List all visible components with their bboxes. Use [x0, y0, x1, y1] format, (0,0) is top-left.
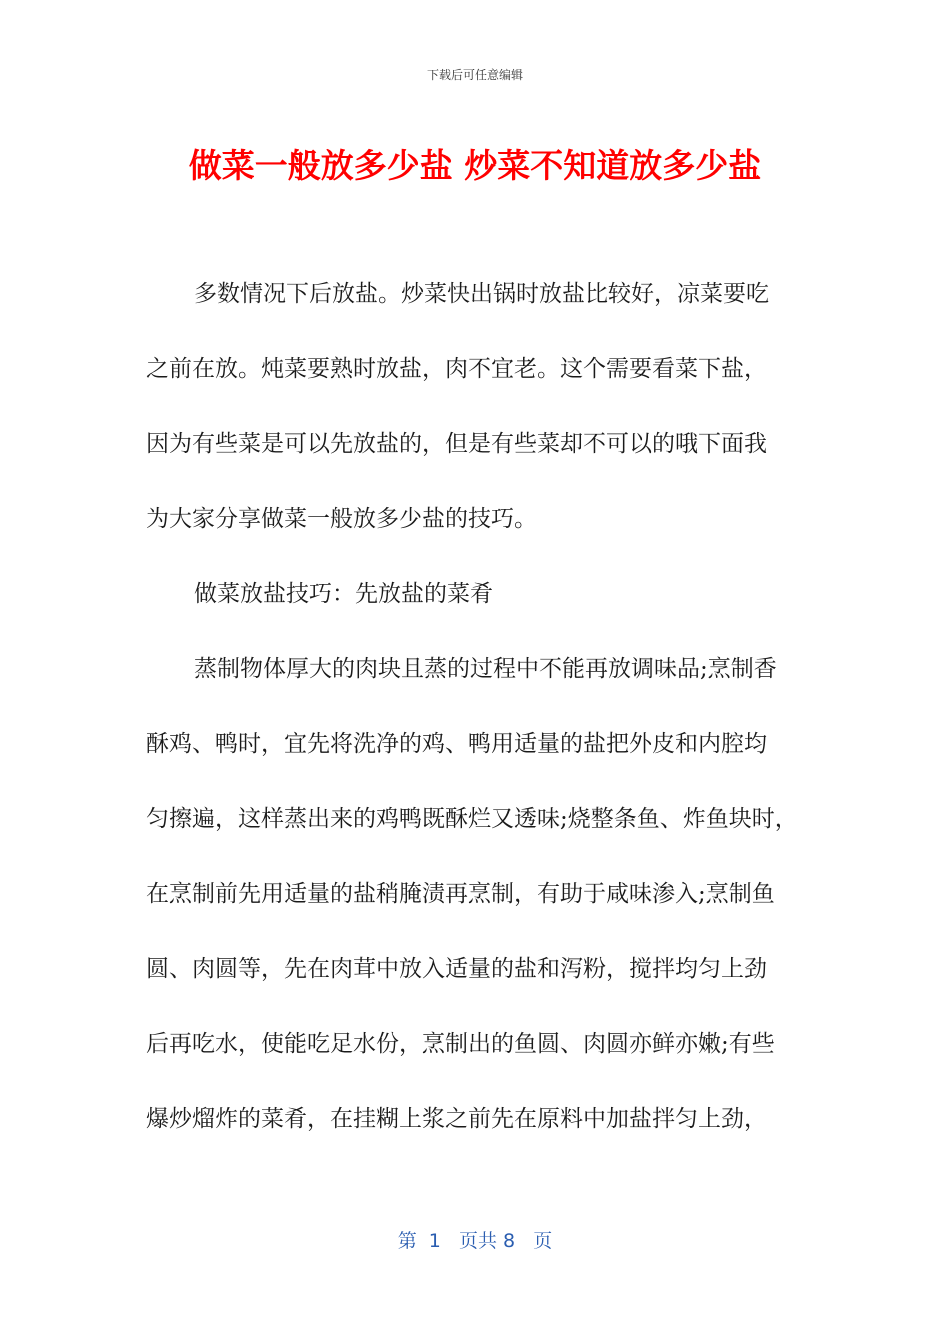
- page-title: 做菜一般放多少盐 炒菜不知道放多少盐: [188, 146, 762, 185]
- paragraph-line: 在烹制前先用适量的盐稍腌渍再烹制，有助于咸味渗入;烹制鱼: [146, 881, 775, 907]
- paragraph-line: 后再吃水，使能吃足水份，烹制出的鱼圆、肉圆亦鲜亦嫩;有些: [146, 1031, 775, 1057]
- paragraph-line: 圆、肉圆等，先在肉茸中放入适量的盐和泻粉，搅拌均匀上劲: [146, 956, 767, 982]
- page-number-footer: 第 1 页共 8 页: [397, 1230, 553, 1252]
- paragraph-line: 蒸制物体厚大的肉块且蒸的过程中不能再放调味品;烹制香: [194, 656, 777, 682]
- paragraph-line: 爆炒熘炸的菜肴，在挂糊上浆之前先在原料中加盐拌匀上劲，: [146, 1106, 767, 1132]
- header-note: 下载后可任意编辑: [426, 68, 523, 82]
- article-body: [146, 270, 816, 1170]
- paragraph-line: 匀擦遍，这样蒸出来的鸡鸭既酥烂又透味;烧整条鱼、炸鱼块时，: [146, 806, 798, 832]
- paragraph-line: 为大家分享做菜一般放多少盐的技巧。: [146, 506, 537, 532]
- paragraph-line: 酥鸡、鸭时，宜先将洗净的鸡、鸭用适量的盐把外皮和内腔均: [146, 731, 767, 757]
- paragraph-line: 因为有些菜是可以先放盐的，但是有些菜却不可以的哦下面我: [146, 431, 767, 457]
- paragraph-line: 之前在放。炖菜要熟时放盐，肉不宜老。这个需要看菜下盐，: [146, 356, 767, 382]
- paragraph-line: 多数情况下后放盐。炒菜快出锅时放盐比较好，凉菜要吃: [194, 281, 769, 307]
- section-heading: 做菜放盐技巧：先放盐的菜肴: [194, 581, 493, 607]
